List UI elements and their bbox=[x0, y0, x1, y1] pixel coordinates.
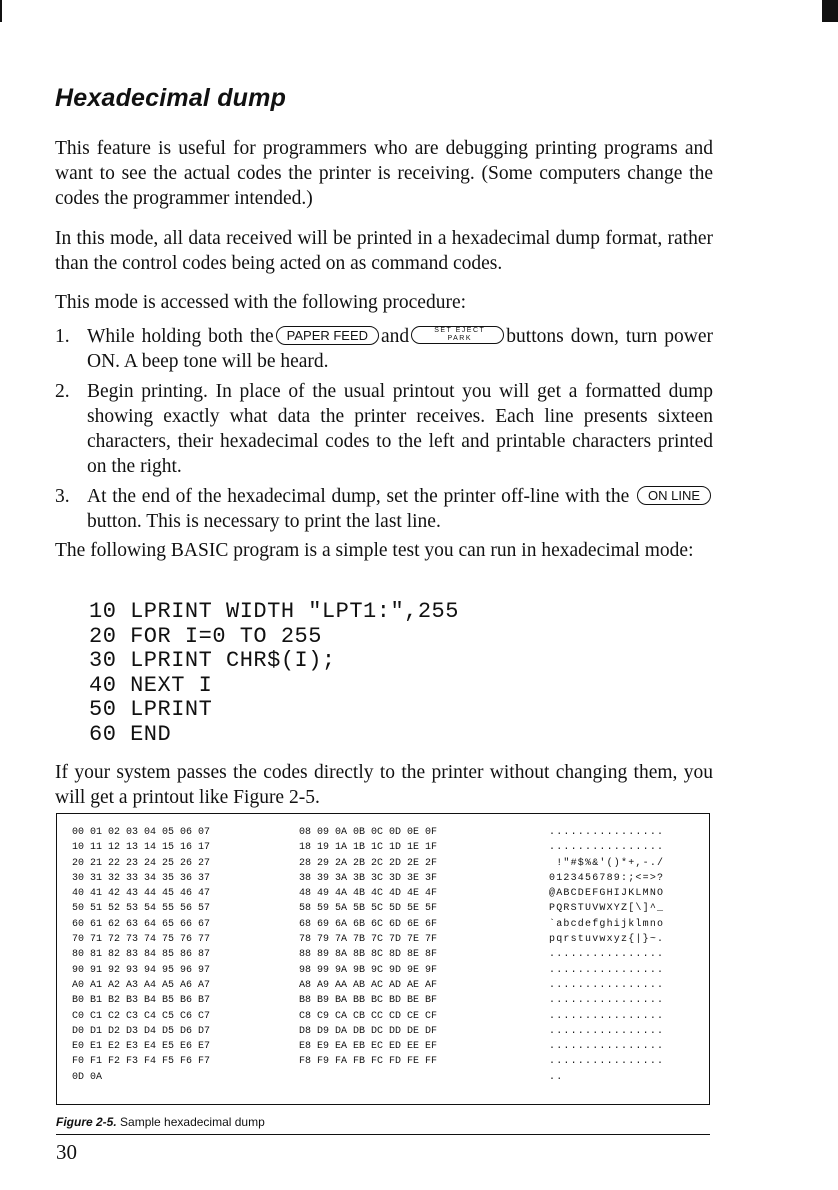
figure-caption bbox=[56, 1115, 265, 1129]
intro-paragraph: This feature is useful for programmers who are debugging printing programs and want to see the actual codes the printer is receiving. (Some computers change the codes the programmer intended.) bbox=[55, 138, 713, 209]
paper-feed-key: PAPER FEED bbox=[276, 326, 379, 345]
dump-row bbox=[72, 978, 664, 993]
dump-ascii: ................ bbox=[549, 979, 665, 991]
dump-hex-left: 80 81 82 83 84 85 86 87 bbox=[72, 949, 211, 961]
dump-hex-left: A0 A1 A2 A3 A4 A5 A6 A7 bbox=[72, 979, 211, 991]
dump-ascii: ................ bbox=[549, 1056, 665, 1068]
dump-ascii: ................ bbox=[549, 1010, 665, 1022]
step-number: 1. bbox=[55, 326, 70, 347]
step-text: buttons down, turn power ON. A beep tone will be heard. bbox=[87, 326, 713, 372]
step-3 bbox=[55, 484, 713, 534]
dump-hex-left: F0 F1 F2 F3 F4 F5 F6 F7 bbox=[72, 1056, 211, 1068]
step-text: While holding both the bbox=[87, 326, 274, 347]
dump-hex-right: 88 89 8A 8B 8C 8D 8E 8F bbox=[299, 949, 438, 961]
dump-row bbox=[72, 947, 664, 962]
dump-hex-left: E0 E1 E2 E3 E4 E5 E6 E7 bbox=[72, 1041, 211, 1053]
dump-hex-right: 08 09 0A 0B 0C 0D 0E 0F bbox=[299, 827, 438, 838]
dump-hex-right: A8 A9 AA AB AC AD AE AF bbox=[299, 979, 438, 991]
corner-tab-mark bbox=[822, 0, 838, 22]
dump-ascii: PQRSTUVWXYZ[\]^_ bbox=[549, 903, 665, 915]
dump-hex-right: B8 B9 BA BB BC BD BE BF bbox=[299, 995, 438, 1007]
dump-ascii: ................ bbox=[549, 842, 665, 854]
dump-row bbox=[72, 1009, 664, 1024]
footer-rule bbox=[56, 1134, 710, 1135]
dump-hex-left: 00 01 02 03 04 05 06 07 bbox=[72, 827, 211, 838]
key-label-bottom: PARK bbox=[447, 335, 473, 342]
dump-row bbox=[72, 1054, 664, 1069]
key-label-top: SET EJECT bbox=[434, 327, 486, 334]
dump-hex-right: C8 C9 CA CB CC CD CE CF bbox=[299, 1010, 438, 1022]
dump-row bbox=[72, 840, 664, 855]
dump-row bbox=[72, 963, 664, 978]
on-line-key: ON LINE bbox=[637, 486, 711, 505]
step-2 bbox=[55, 379, 713, 479]
code-line: 20 FOR I=0 TO 255 bbox=[89, 623, 322, 649]
dump-hex-right: 78 79 7A 7B 7C 7D 7E 7F bbox=[299, 934, 438, 946]
result-paragraph: If your system passes the codes directly to the printer without changing them, you will get a printout like Figure 2-5. bbox=[55, 762, 713, 808]
dump-ascii: .. bbox=[549, 1071, 564, 1083]
dump-row bbox=[72, 993, 664, 1008]
dump-row bbox=[72, 886, 664, 901]
dump-hex-right: 68 69 6A 6B 6C 6D 6E 6F bbox=[299, 918, 438, 930]
hex-dump-table bbox=[72, 825, 664, 1085]
dump-hex-left: 40 41 42 43 44 45 46 47 bbox=[72, 888, 211, 900]
page-number: 30 bbox=[56, 1140, 77, 1164]
code-line: 40 NEXT I bbox=[89, 672, 213, 698]
dump-hex-right: E8 E9 EA EB EC ED EE EF bbox=[299, 1041, 438, 1053]
dump-ascii: ................ bbox=[549, 827, 665, 838]
dump-hex-right: 28 29 2A 2B 2C 2D 2E 2F bbox=[299, 857, 438, 869]
dump-hex-left: D0 D1 D2 D3 D4 D5 D6 D7 bbox=[72, 1025, 211, 1037]
page-title: Hexadecimal dump bbox=[55, 84, 287, 112]
dump-hex-right bbox=[299, 1070, 549, 1085]
dump-hex-right: 48 49 4A 4B 4C 4D 4E 4F bbox=[299, 888, 438, 900]
figure-caption-text: Sample hexadecimal dump bbox=[120, 1115, 265, 1129]
step-number: 2. bbox=[55, 381, 70, 402]
dump-ascii: ................ bbox=[549, 1041, 665, 1053]
dump-row bbox=[72, 1039, 664, 1054]
dump-row bbox=[72, 1024, 664, 1039]
dump-hex-right: 98 99 9A 9B 9C 9D 9E 9F bbox=[299, 964, 438, 976]
dump-hex-left: 10 11 12 13 14 15 16 17 bbox=[72, 842, 211, 854]
dump-hex-left: B0 B1 B2 B3 B4 B5 B6 B7 bbox=[72, 995, 211, 1007]
dump-row bbox=[72, 871, 664, 886]
dump-hex-right: 18 19 1A 1B 1C 1D 1E 1F bbox=[299, 842, 438, 854]
dump-ascii: ................ bbox=[549, 964, 665, 976]
code-line: 50 LPRINT bbox=[89, 697, 213, 722]
dump-ascii: ................ bbox=[549, 995, 665, 1007]
dump-hex-left: 0D 0A bbox=[72, 1071, 103, 1083]
code-line: 10 LPRINT WIDTH "LPT1:",255 bbox=[89, 599, 459, 624]
basic-program bbox=[89, 600, 459, 747]
set-eject-park-key bbox=[411, 326, 504, 344]
dump-ascii: ................ bbox=[549, 949, 665, 961]
dump-hex-left: 50 51 52 53 54 55 56 57 bbox=[72, 903, 211, 915]
dump-hex-left: 60 61 62 63 64 65 66 67 bbox=[72, 918, 211, 930]
access-intro: This mode is accessed with the following procedure: bbox=[55, 292, 467, 313]
dump-ascii: ................ bbox=[549, 1025, 665, 1037]
step-text: At the end of the hexadecimal dump, set the printer off-line with the bbox=[87, 486, 630, 507]
dump-hex-right: 58 59 5A 5B 5C 5D 5E 5F bbox=[299, 903, 438, 915]
dump-row bbox=[72, 901, 664, 916]
step-text: and bbox=[381, 326, 410, 347]
dump-ascii: !"#$%&'()*+,-./ bbox=[549, 857, 665, 869]
dump-hex-left: 20 21 22 23 24 25 26 27 bbox=[72, 857, 211, 869]
procedure-steps bbox=[55, 324, 713, 539]
left-edge-mark bbox=[0, 0, 2, 22]
dump-row bbox=[72, 825, 664, 840]
step-1 bbox=[55, 324, 713, 374]
dump-row bbox=[72, 856, 664, 871]
step-text: Begin printing. In place of the usual printout you will get a formatted dump showing exactly what data the printer receives. Each line presents sixteen characters, their hexadecimal codes to the left and printable characters printed on the right. bbox=[87, 381, 713, 477]
dump-row bbox=[72, 1070, 664, 1085]
code-line: 60 END bbox=[89, 721, 172, 747]
dump-hex-left: 90 91 92 93 94 95 96 97 bbox=[72, 964, 211, 976]
dump-ascii: pqrstuvwxyz{|}~. bbox=[549, 934, 665, 946]
dump-hex-left: 70 71 72 73 74 75 76 77 bbox=[72, 934, 211, 946]
mode-description: In this mode, all data received will be printed in a hexadecimal dump format, rather than the control codes being acted on as command codes. bbox=[55, 228, 713, 274]
dump-ascii: @ABCDEFGHIJKLMNO bbox=[549, 888, 665, 900]
step-text: button. This is necessary to print the last line. bbox=[87, 511, 441, 532]
dump-ascii: 0123456789:;<=>? bbox=[549, 872, 665, 884]
dump-hex-left: 30 31 32 33 34 35 36 37 bbox=[72, 872, 211, 884]
dump-hex-left: C0 C1 C2 C3 C4 C5 C6 C7 bbox=[72, 1010, 211, 1022]
step-number: 3. bbox=[55, 486, 70, 507]
dump-row bbox=[72, 917, 664, 932]
dump-hex-right: 38 39 3A 3B 3C 3D 3E 3F bbox=[299, 872, 438, 884]
dump-row bbox=[72, 932, 664, 947]
code-line: 30 LPRINT CHR$(I); bbox=[89, 648, 336, 673]
dump-ascii: `abcdefghijklmno bbox=[549, 918, 665, 930]
figure-label: Figure 2-5. bbox=[56, 1115, 117, 1129]
dump-hex-right: F8 F9 FA FB FC FD FE FF bbox=[299, 1056, 438, 1068]
basic-intro: The following BASIC program is a simple test you can run in hexadecimal mode: bbox=[55, 540, 694, 561]
dump-hex-right: D8 D9 DA DB DC DD DE DF bbox=[299, 1025, 438, 1037]
